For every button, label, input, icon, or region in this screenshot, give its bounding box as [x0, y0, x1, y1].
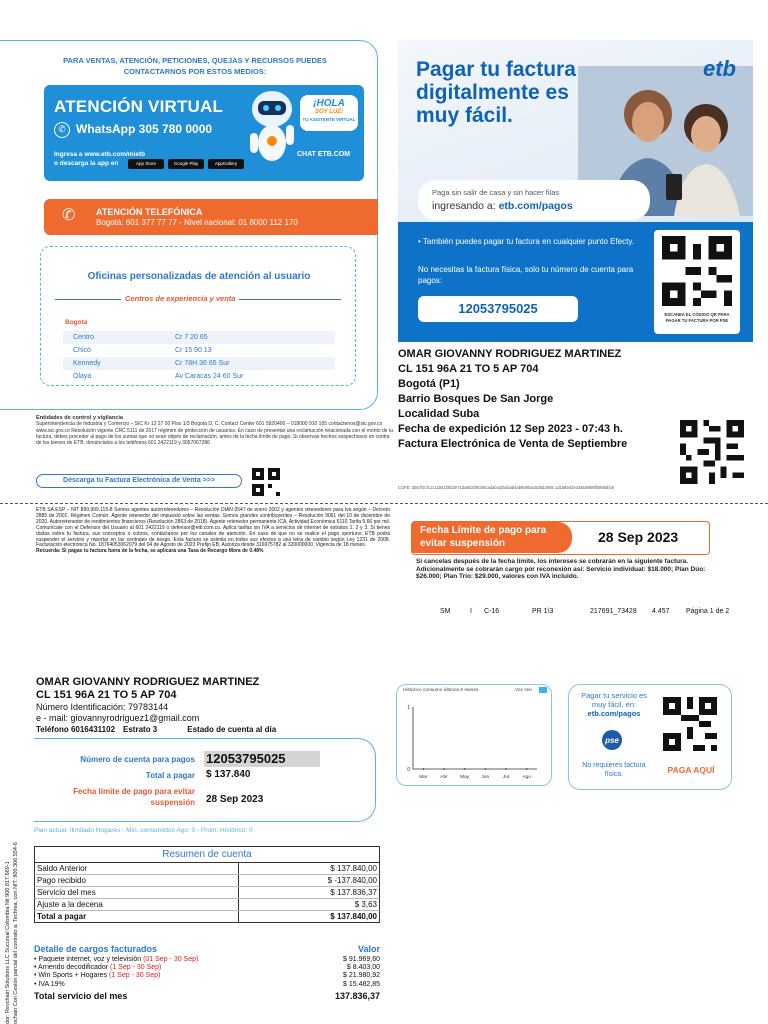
detail-value: $ 15.482,85 — [343, 980, 380, 988]
history-chart — [403, 697, 543, 783]
promo-no-invoice: No necesitas la factura física, solo tu número de cuenta para pagos: — [418, 265, 634, 285]
phone-attention-box — [44, 199, 378, 235]
pay-no-invoice: No requieres factura física. — [582, 762, 646, 778]
customer-phone: Teléfono 6016431102 — [36, 725, 116, 734]
virtual-title: ATENCIÓN VIRTUAL — [54, 97, 224, 116]
office-row — [63, 357, 335, 370]
detail-row — [34, 956, 380, 964]
detail-period: (01 Sep - 30 Sep) — [143, 956, 199, 963]
virtual-attention-box — [44, 85, 364, 181]
detail-row — [34, 981, 380, 989]
office-address: Cr 78H 36 65 Sur — [175, 360, 230, 367]
web-line[interactable]: Ingresa a www.etb.com/mietb — [54, 151, 146, 158]
office-name: Chicó — [73, 347, 91, 354]
promo-efecty: • También puedes pagar tu factura en cualquier punto Efecty. — [418, 237, 634, 246]
summary-row — [34, 875, 380, 887]
page-info-line — [440, 608, 760, 615]
contact-panel — [0, 40, 378, 410]
promo-banner — [398, 40, 753, 342]
page-code: SM — [440, 608, 451, 615]
history-point — [484, 768, 486, 770]
due-date: 28 Sep 2023 — [598, 529, 679, 545]
x-tick-label: Jul — [502, 775, 510, 780]
google-play-badge[interactable]: Google Play — [168, 159, 204, 169]
office-name: Centro — [73, 334, 95, 341]
summary-row — [34, 863, 380, 875]
pay-link[interactable]: etb.com/pagos — [587, 709, 641, 718]
account-status: Estado de cuenta al día — [187, 725, 277, 734]
customer-block — [36, 676, 376, 736]
invoice-type: Factura Electrónica de Venta de Septiembre — [398, 438, 628, 450]
x-tick-label: May — [460, 775, 470, 780]
entities-block — [36, 415, 396, 446]
office-row — [63, 331, 335, 344]
office-name: Kennedy — [73, 360, 101, 367]
page-code: 217691_73428 — [590, 608, 637, 615]
promo-account-number: 12053795025 — [418, 296, 578, 322]
detail-value: $ 8.403,00 — [346, 964, 380, 972]
addressee-block — [398, 347, 678, 452]
summary-label: Ajuste a la decena — [35, 899, 239, 910]
detail-value-header: Valor — [357, 944, 380, 954]
pse-text: pse — [605, 736, 619, 745]
office-row — [63, 370, 335, 383]
centers-title: Centros de experiencia y venta — [121, 294, 239, 303]
y-tick-label: 0 — [407, 767, 410, 773]
hola-bubble — [300, 95, 358, 131]
office-city: Bogotá — [65, 319, 88, 326]
due-date-label: Fecha límite de pago para evitar suspensión — [73, 787, 195, 807]
history-chart-box — [396, 684, 552, 786]
download-qr-icon[interactable] — [252, 468, 280, 496]
robot-assistant-icon — [244, 85, 299, 173]
promo-pay-line1: Paga sin salir de casa y sin hacer filas — [432, 188, 560, 197]
detail-row — [34, 964, 380, 972]
detail-value: $ 91.969,60 — [343, 956, 380, 963]
addressee-address: CL 151 96A 21 TO 5 AP 704 — [398, 363, 539, 375]
invoice-qr-icon[interactable] — [680, 420, 744, 484]
office-row — [63, 344, 335, 357]
customer-stratum: Estrato 3 — [123, 725, 158, 734]
due-label: Fecha Límite de pago para evitar suspensión — [420, 525, 547, 549]
promo-pay-line2 — [432, 200, 573, 212]
history-point — [464, 768, 466, 770]
detail-total-value: 137.836,37 — [334, 990, 380, 1001]
promo-title: Pagar tu factura digitalmente es muy fácil. — [416, 58, 576, 127]
detail-label: • IVA 19% — [34, 980, 65, 988]
app-store-badge[interactable]: App Store — [128, 159, 164, 169]
cut-line — [0, 503, 768, 504]
bubble-soy-luz: SOY LUZ! — [315, 109, 343, 115]
total-label: Total a pagar — [145, 771, 195, 780]
detail-period: (1 Sep - 30 Sep) — [109, 972, 161, 980]
pay-here-button[interactable]: PAGA AQUÍ — [667, 765, 715, 775]
whatsapp-icon: ✆ — [54, 122, 70, 138]
page-code: PR 1\3 — [532, 608, 554, 615]
page-number: Página 1 de 2 — [686, 608, 730, 615]
page-code: I — [470, 608, 472, 615]
summary-row — [34, 899, 380, 911]
customer-email: e - mail: giovannyrodriguez1@gmail.com — [36, 713, 200, 723]
contact-intro: PARA VENTAS, ATENCIÓN, PETICIONES, QUEJAS Y RECURSOS PUEDES CONTACTARNOS POR ESTOS MEDIOS: — [63, 56, 327, 76]
page-code: 4.457 — [652, 608, 670, 615]
office-table — [63, 331, 335, 383]
history-point — [505, 768, 507, 770]
history-legend-swatch — [539, 687, 547, 693]
side-line: ochain Con Cesión parcial del contrato a: Techrea, con NIT: 900.306.554-6 — [13, 842, 19, 1024]
pse-qr-icon[interactable] — [662, 236, 732, 306]
phone-title: ATENCIÓN TELEFÓNICA — [96, 207, 203, 217]
customer-phone-line — [36, 724, 376, 736]
addressee-locality: Localidad Suba — [398, 408, 480, 420]
etb-logo: etb — [703, 56, 736, 81]
detail-row — [34, 972, 380, 980]
pay-here-box — [568, 684, 732, 790]
offices-box — [40, 246, 356, 386]
customer-name: OMAR GIOVANNY RODRIGUEZ MARTINEZ — [36, 676, 260, 688]
promo-pay-prefix: ingresando a: — [432, 200, 499, 212]
late-fee-note: Recuerda: Si pagas tu factura fuera de la fecha, se aplicará una Tasa de Recargo Mora de 0.48% — [36, 548, 264, 555]
addressee-name: OMAR GIOVANNY RODRIGUEZ MARTINEZ — [398, 348, 622, 360]
office-name: Olaya — [73, 373, 92, 380]
charge-detail — [34, 944, 380, 1001]
pay-qr-icon[interactable] — [663, 697, 717, 751]
legal-text — [36, 508, 390, 555]
due-date-banner — [411, 521, 710, 555]
x-tick-label: Jun — [481, 775, 490, 780]
due-label-box — [412, 522, 572, 553]
pay-text — [579, 691, 649, 718]
detail-total-row — [34, 991, 380, 1001]
addressee-neighborhood: Barrio Bosques De San Jorge — [398, 393, 554, 405]
history-point — [422, 768, 424, 770]
office-address: Cr 15 90 13 — [175, 347, 212, 354]
summary-row — [34, 887, 380, 899]
side-vertical-text — [4, 724, 20, 1024]
plan-line: Plan actual: Ilimitado Hogares - Min. consumidos Ago: 0 - Prom. Histórico: 0 — [34, 827, 253, 834]
download-invoice-button[interactable]: Descarga tu Factura Electrónica de Venta >>> — [36, 474, 242, 488]
detail-value: $ 21.980,92 — [343, 972, 380, 980]
summary-value: $ 137.836,37 — [330, 888, 377, 897]
summary-label: Servicio del mes — [35, 887, 239, 898]
detail-period: (1 Sep - 30 Sep) — [110, 964, 162, 972]
customer-address: CL 151 96A 21 TO 5 AP 704 — [36, 689, 177, 701]
history-mode: Voz min — [515, 688, 533, 693]
offices-title: Oficinas personalizadas de atención al usuario — [87, 271, 311, 282]
detail-label: • Paquete internet, voz y televisión — [34, 956, 142, 963]
history-point — [526, 768, 528, 770]
office-address: Cr 7 20 65 — [175, 334, 208, 341]
summary-total-label: Total a pagar — [35, 911, 239, 922]
summary-value: $ -137.840,00 — [327, 876, 377, 885]
bubble-assistant: TU ASISTENTE VIRTUAL — [302, 117, 356, 122]
side-line: dor: Revchain Solutions LLC Sucursal Colombia Nit 900.817.669-1 — [5, 861, 11, 1024]
pse-logo-icon[interactable] — [597, 729, 627, 751]
detail-title: Detalle de cargos facturados — [34, 944, 158, 954]
account-summary — [34, 846, 380, 923]
promo-qr-text: ESCANEA EL CÓDIGO QR PARA PAGAR TU FACTURA POR PSE — [664, 312, 730, 323]
legal-body: ETB SA ESP – NIT 899.999.115-8 Somos agentes autorretenedores – Resolución DIAN 0547 de enero 2002 y agentes retenedores para Iva según – Decreto 2885 de 2001. Régimen Común. Agente retenedor del impuesto sobre las ventas. Somos grandes contribuyentes – Resolución 9061 del 10 de diciembre de 2020. Autorretenedor de rendimientos financieros (Resolución 2863 de 2018). Agente retenedor permanente ICA, Actividad Económica 6110 Tarifa 9,66 por mil. Comunícate con el Defensor del Usuario al 601 2422119 o defensor@etb.com.co. Aplica tarifas sin IVA a servicios de internet de estratos 1, 2 y 3. Si tienes dudas sobre tu factura, sus conceptos o cobros, contáctanos por los canales de atención. En caso de que no se realice el pago oportuno, ETB podrá suspender el servicio y reportar en las centrales de riesgo. Esta factura se asimila en todos sus efectos a una letra de cambio según Ley 1231 de 2008. Facturación electrónica No. 18764053062079 del 04 de Agosto de 2023 Prefijo EB, Autoriza desde 316975782 al 320000000. Vigencia de 18 meses. — [36, 507, 390, 549]
page-code: C-16 — [484, 608, 500, 615]
due-date-value: 28 Sep 2023 — [206, 794, 264, 805]
phone-numbers[interactable]: Bogotá: 601 377 77 77 - Nivel nacional: 01 8000 112 170 — [96, 218, 298, 227]
summary-label: Pago recibido — [35, 875, 239, 886]
detail-label: • Win Sports + Hogares — [34, 972, 108, 980]
total-value: $ 137.840 — [206, 769, 251, 780]
promo-qr-box — [654, 230, 740, 334]
account-box — [34, 738, 376, 822]
addressee-city: Bogotá (P1) — [398, 378, 460, 390]
promo-pay-link[interactable]: etb.com/pagos — [498, 200, 573, 212]
customer-id: Número Identificación: 79783144 — [36, 702, 169, 712]
entities-title: Entidades de control y vigilancia — [36, 415, 124, 421]
whatsapp-number[interactable]: WhatsApp 305 780 0000 — [76, 122, 213, 136]
app-line: o descarga la app en — [54, 160, 119, 167]
due-notice: Si cancelas después de la fecha límite, los intereses se cobrarán en la siguiente factura. Adicionalmente se cobrarán cargo por reconexión así: Servicio individual: $18.000; Plan Dúo: $26.000; Plan Trío: $29.000, valores con IVA incluido. — [416, 558, 706, 581]
x-tick-label: Abr — [440, 775, 448, 780]
detail-header — [34, 944, 380, 956]
x-tick-label: Mar — [419, 775, 428, 780]
summary-value: $ 3,63 — [354, 900, 377, 909]
bubble-hola: ¡HOLA — [313, 98, 345, 109]
summary-total-row — [34, 911, 380, 923]
summary-title: Resumen de cuenta — [34, 846, 380, 863]
summary-total-value: $ 137.840,00 — [330, 912, 377, 921]
account-number-label: Número de cuenta para pagos — [80, 755, 195, 764]
app-gallery-badge[interactable]: AppGallery — [208, 159, 244, 169]
office-address: Av Caracas 24 60 Sur — [175, 373, 244, 380]
issue-date: Fecha de expedición 12 Sep 2023 - 07:43 h. — [398, 423, 623, 435]
cufe-code: CUFE: 2b57f2cfc1c11b51f3fd2e71da822b0030cadab41f54dab4ab806ba1825d2605 1d156b02e43819859fb059dbc8 — [398, 485, 615, 490]
detail-total-label: Total servicio del mes — [34, 990, 128, 1001]
phone-icon: ✆ — [62, 207, 76, 224]
pay-text-prefix: Pagar tu servicio es muy fácil, en: — [581, 691, 647, 709]
detail-label: • Arriendo decodificador — [34, 964, 109, 972]
account-number-value: 12053795025 — [204, 751, 320, 767]
history-title: Histórico consumo últimos 6 meses — [403, 688, 479, 693]
x-tick-label: Ago — [522, 775, 531, 780]
summary-label: Saldo Anterior — [35, 863, 239, 874]
summary-value: $ 137.840,00 — [330, 864, 377, 873]
promo-bottom — [398, 222, 753, 342]
promo-pay-box — [418, 180, 650, 220]
y-tick-label: 1 — [407, 705, 410, 711]
history-point — [443, 768, 445, 770]
chat-link[interactable]: CHAT ETB.COM — [297, 151, 351, 158]
entities-text: Superintendencia de Industria y Comercio – SIC Kr 13 27 00 Piso 1/3 Bogotá D. C. Contact Center 601 5920400 – 018000 910 165 contactenos@sic.gov.co www.sic.gov.co Resolución vigente CRC 5111 de 2017 régimen de protección de usuarios. En caso de presentar una reclamación relacionada con el monto de tu factura, debes proceder al pago de los sumas que no sean objeto de reclamación, antes de la fecha límite de pago. Si observas hechos sospechosos en contra de los bienes de ETB, denúncialos a los teléfonos 601 2422119 y 3057067286 — [36, 421, 394, 447]
